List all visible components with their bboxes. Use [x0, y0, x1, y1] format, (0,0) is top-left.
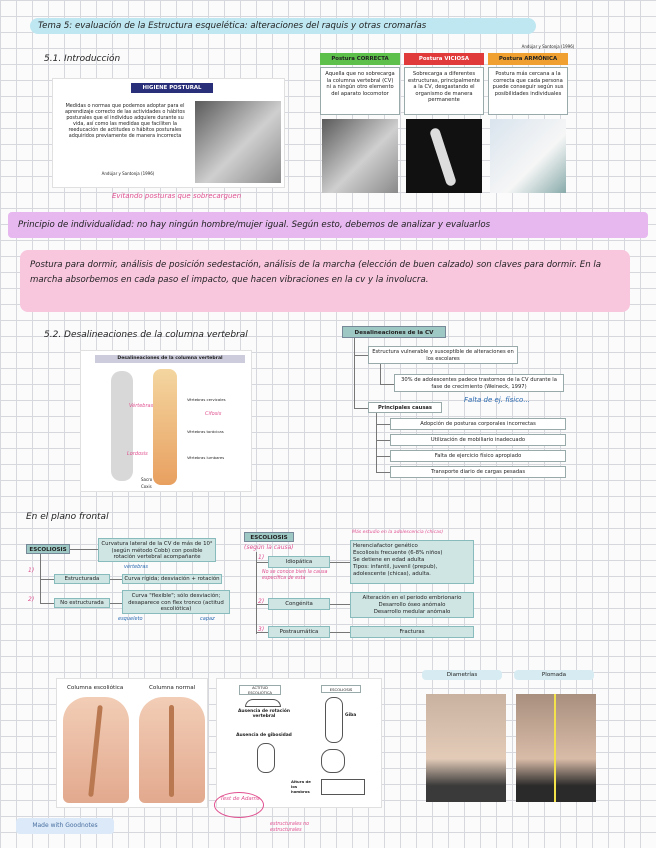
note-vertebrae: vértebras	[124, 564, 149, 570]
adams-test-label: Test de Adams	[220, 796, 260, 802]
scoliosis-label-right: ESCOLIOSIS	[244, 532, 294, 542]
num-idiopathic: 1)	[258, 554, 265, 561]
spine-figure	[80, 350, 252, 492]
label-scoliotic-column: Columna escoliótica	[67, 685, 124, 691]
section-heading-frontal: En el plano frontal	[26, 512, 109, 522]
diametries-photo	[426, 694, 506, 802]
cause-1: Adopción de posturas corporales incorrectas	[390, 418, 566, 430]
num-structured: 1)	[28, 567, 35, 574]
congenital-desc	[350, 592, 474, 618]
tab-plumb-line: Plomada	[514, 670, 594, 680]
posture-vicious-photo	[406, 119, 482, 193]
label-kyphosis: Cifosis	[205, 411, 222, 417]
hygiene-card	[52, 78, 285, 188]
spine-figure-caption: Desalineaciones de la columna vertebral	[95, 355, 245, 363]
posture-harmonic-photo	[490, 119, 566, 193]
idiopathic-note: No se conoce bien la causa específica de esta	[262, 570, 328, 581]
goodnotes-badge: Made with Goodnotes	[16, 818, 114, 834]
tree-root: Desalineaciones de la CV	[342, 326, 446, 338]
section-heading-intro: 5.1. Introducción	[44, 54, 121, 64]
note-skeleton: esqueleto	[118, 616, 143, 622]
idiopathic-top-note: Más estudio en la adolescencia (chicas)	[352, 530, 444, 535]
body-silhouette	[111, 371, 133, 481]
posttraumatic-desc: Fracturas	[350, 626, 474, 638]
idiopathic-desc	[350, 540, 474, 584]
principle-band: Principio de individualidad: no hay ningún hombre/mujer igual. Según esto, debemos de analizar y evaluarlos	[8, 212, 648, 238]
posture-harmonic-label: Postura ARMÓNICA	[488, 53, 568, 65]
posture-harmonic-text: Postura más cercana a la correcta que cada persona puede conseguir según sus posibilidades individuales	[488, 67, 568, 115]
label-sacrum: Sacro	[141, 477, 153, 482]
tree-adolescents: 30% de adolescentes padece trastornos de la CV durante la fase de crecimiento (Weineck, 1997)	[394, 374, 564, 392]
label-lumbar: Vértebras lumbares	[187, 455, 225, 460]
postures-source: Andújar y Santonja (1996)	[521, 44, 575, 49]
idiopathic-desc-3: Se detiene en edad adulta	[353, 557, 425, 563]
congenital-desc-3: Desarrollo medular anómalo	[373, 609, 451, 615]
posture-vicious-label: Postura VICIOSA	[404, 53, 484, 65]
diagram-no-hump: Ausencia de gibosidad	[236, 733, 292, 738]
hygiene-card-source: Andújar y Santonja (1996)	[101, 171, 155, 176]
blue-note-exercise: Falta de ej. físico...	[464, 396, 531, 404]
idiopathic-desc-2: Escoliosis frecuente (6-8% niños)	[353, 550, 443, 556]
num-posttraumatic: 3)	[258, 626, 265, 633]
structural-note: estructurales no estructurales	[270, 822, 310, 833]
spine-drawing	[153, 369, 177, 485]
spine-comparison-photo	[56, 678, 208, 808]
idiopathic-desc-4: Tipos: infantil, juvenil (prepub), adolescente (chicas), adulta.	[353, 564, 438, 577]
diagram-shoulder-height: Altura de los hombros	[291, 779, 311, 794]
label-normal-column: Columna normal	[149, 685, 196, 691]
gait-note-band: Postura para dormir, análisis de posición sedestación, análisis de la marcha (elección de buen calzado) son claves para dormir. En la marcha absorbemos en cada paso el impacto, que hacen vibraciones en la cv y la involucra.	[20, 250, 630, 312]
scoliosis-label-left: ESCOLIOSIS	[26, 544, 70, 554]
num-congenital: 2)	[258, 598, 265, 605]
nonstructured-box: No estructurada	[54, 598, 110, 608]
nonstructured-desc: Curva "flexible"; sólo desviación; desaparece con flex tronco (actitud escoliótica)	[122, 590, 230, 614]
congenital-box: Congénita	[268, 598, 330, 610]
postures-panel	[320, 53, 568, 203]
tree-causes: Principales causas	[368, 402, 442, 413]
cause-3: Falta de ejercicio físico apropiado	[390, 450, 566, 462]
posture-vicious-text: Sobrecarga a diferentes estructuras, principalmente a la CV, desgastando el organismo de manera permanente	[404, 67, 484, 115]
num-nonstructured: 2)	[28, 596, 35, 603]
posture-correct-photo	[322, 119, 398, 193]
idiopathic-box: Idiopática	[268, 556, 330, 568]
scoliosis-definition: Curvatura lateral de la CV de más de 10° (según método Cobb) con posible rotación vertebral acompañante	[98, 538, 216, 562]
diagram-no-rotation: Ausencia de rotación vertebral	[238, 709, 290, 719]
structured-desc: Curva rígida; desviación + rotación	[122, 574, 222, 584]
diagram-hump: Giba	[345, 713, 357, 718]
cause-4: Transporte diario de cargas pesadas	[390, 466, 566, 478]
congenital-desc-1: Alteración en el periodo embrionario	[362, 595, 462, 601]
label-vertebrae: Vértebras	[129, 403, 154, 409]
plumb-line-photo	[516, 694, 596, 802]
posture-correct-label: Postura CORRECTA	[320, 53, 400, 65]
label-coccyx: Coxis	[141, 484, 152, 489]
posttraumatic-box: Postraumática	[268, 626, 330, 638]
diagram-header-attitude: ACTITUD ESCOLIÓTICA	[239, 685, 281, 695]
label-lordosis: Lordosis	[127, 451, 148, 457]
cause-2: Utilización de mobiliario inadecuado	[390, 434, 566, 446]
posture-correct-text: Aquella que no sobrecarga la columna vertebral (CV) ni a ningún otro elemento del aparato locomotor	[320, 67, 400, 115]
congenital-desc-2: Desarrollo óseo anómalo	[378, 602, 446, 608]
note-capable: capaz	[200, 616, 215, 622]
idiopathic-desc-1: Herenciafactor genético	[353, 543, 418, 549]
page-title: Tema 5: evaluación de la Estructura esquelética: alteraciones del raquis y otras cromarías	[30, 18, 536, 34]
hygiene-card-text: Medidas o normas que podemos adoptar para el aprendizaje correcto de las actividades o hábitos posturales que el individuo adquiere durante su vida, así como las medidas que faciliten la reeducación de actitudes o hábitos posturales adquiridos previamente de manera incorrecta	[65, 103, 185, 139]
pink-note-postures: Evitando posturas que sobrecarguen	[112, 192, 242, 200]
scoliosis-cause-note: (según la causa)	[244, 544, 294, 551]
tree-vulnerable: Estructura vulnerable y susceptible de alteraciones en los escolares	[368, 346, 518, 364]
label-cervical: Vértebras cervicales	[187, 397, 226, 402]
adams-test-diagram	[216, 678, 382, 808]
tab-diametries: Diametrías	[422, 670, 502, 680]
diagram-header-scoliosis: ESCOLIOSIS	[321, 685, 361, 693]
label-thoracic: Vértebras torácicas	[187, 429, 224, 434]
structured-box: Estructurada	[54, 574, 110, 584]
hygiene-card-title: HIGIENE POSTURAL	[131, 83, 213, 93]
section-heading-misalignments: 5.2. Desalineaciones de la columna vertebral	[44, 330, 248, 340]
back-photo	[195, 101, 281, 183]
